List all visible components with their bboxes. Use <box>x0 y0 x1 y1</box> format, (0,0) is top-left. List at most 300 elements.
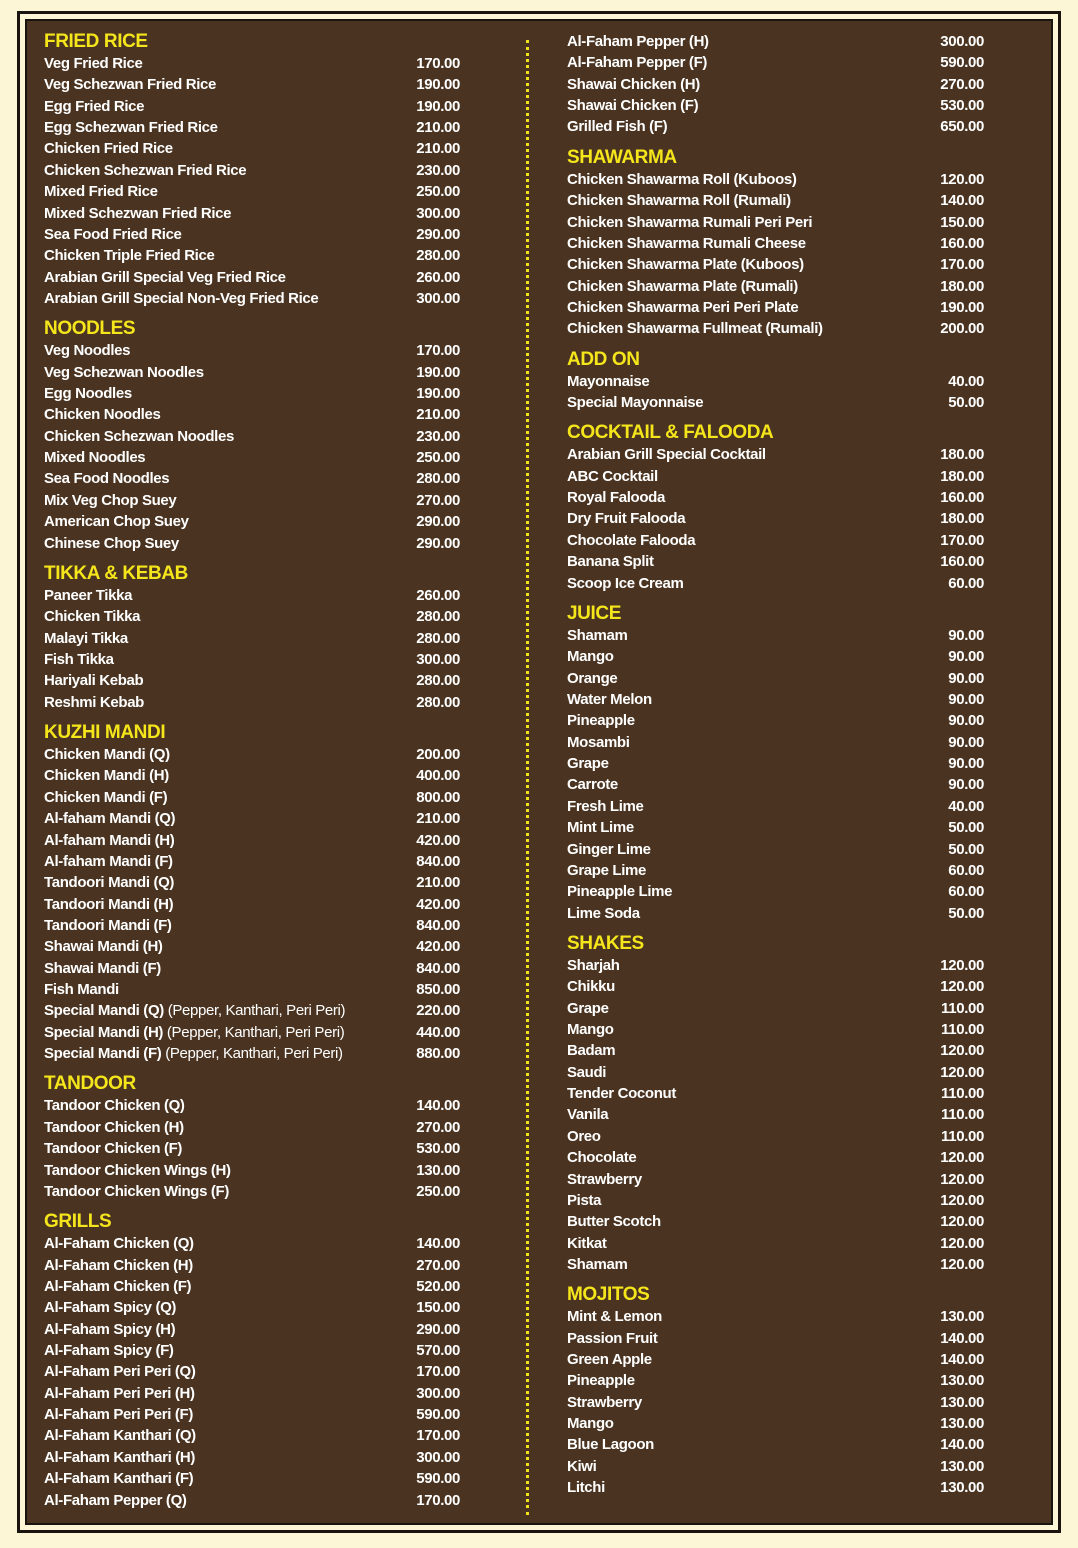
menu-item <box>44 851 460 872</box>
menu-item <box>44 1297 460 1318</box>
item-name: Mayonnaise <box>567 372 650 390</box>
item-name-wrap <box>567 1233 607 1254</box>
item-name: Mixed Noodles <box>44 449 146 467</box>
item-name-wrap <box>567 976 615 997</box>
item-price: 800.00 <box>416 788 460 806</box>
item-price: 210.00 <box>416 406 460 424</box>
section-heading: TIKKA & KEBAB <box>44 562 188 584</box>
item-price: 290.00 <box>416 1320 460 1338</box>
item-name: Badam <box>567 1042 616 1060</box>
menu-item <box>44 692 460 713</box>
item-name-wrap <box>44 1404 193 1425</box>
item-name-wrap <box>44 872 174 893</box>
item-name-wrap <box>44 1181 229 1202</box>
item-name: Al-Faham Kanthari (H) <box>44 1448 195 1466</box>
menu-item <box>44 1425 460 1446</box>
menu-item <box>567 276 984 297</box>
menu-item <box>567 212 984 233</box>
menu-item <box>44 1022 460 1043</box>
menu-item <box>567 233 984 254</box>
menu-item <box>44 1138 460 1159</box>
item-name: ABC Cocktail <box>567 467 658 485</box>
item-name: Strawberry <box>567 1393 642 1411</box>
menu-item <box>44 744 460 765</box>
menu-item <box>44 979 460 1000</box>
item-name-wrap <box>567 116 667 137</box>
menu-item <box>44 245 460 266</box>
item-price: 420.00 <box>416 831 460 849</box>
item-note: (Pepper, Kanthari, Peri Peri) <box>167 1002 346 1020</box>
item-price: 210.00 <box>416 810 460 828</box>
item-price: 170.00 <box>416 55 460 72</box>
menu-item <box>567 1456 984 1477</box>
item-price: 110.00 <box>941 1106 984 1124</box>
item-price: 280.00 <box>416 608 460 626</box>
item-price: 180.00 <box>940 467 984 485</box>
item-name-wrap <box>567 1328 657 1349</box>
menu-item <box>567 254 984 275</box>
menu-item <box>44 340 460 361</box>
item-name-wrap <box>567 318 823 339</box>
item-price: 120.00 <box>940 978 984 996</box>
item-price: 300.00 <box>940 33 984 50</box>
item-name: Pineapple Lime <box>567 883 673 901</box>
menu-item <box>44 362 460 383</box>
item-name: Dry Fruit Falooda <box>567 510 686 528</box>
menu-item <box>44 1181 460 1202</box>
item-name-wrap <box>567 233 806 254</box>
menu-section <box>567 31 984 138</box>
menu-item <box>44 1319 460 1340</box>
item-name: Al-Faham Peri Peri (F) <box>44 1406 194 1424</box>
item-name-wrap <box>567 1392 642 1413</box>
item-price: 880.00 <box>416 1045 460 1063</box>
item-name-wrap <box>567 371 649 392</box>
item-name: Special Mayonnaise <box>567 394 704 412</box>
item-name: Sharjah <box>567 956 620 974</box>
item-name-wrap <box>44 468 169 489</box>
item-name: Blue Lagoon <box>567 1436 654 1454</box>
item-price: 230.00 <box>416 161 460 179</box>
item-price: 170.00 <box>940 531 984 549</box>
menu-item <box>567 1104 984 1125</box>
section-heading: KUZHI MANDI <box>44 722 166 744</box>
menu-item <box>44 649 460 670</box>
item-name: Saudi <box>567 1063 607 1081</box>
menu-item <box>567 1306 984 1327</box>
item-price: 180.00 <box>940 277 984 295</box>
item-price: 110.00 <box>941 999 984 1017</box>
item-name-wrap <box>567 668 617 689</box>
item-name-wrap <box>567 297 798 318</box>
item-price: 290.00 <box>416 513 460 531</box>
item-name-wrap <box>44 744 170 765</box>
item-price: 110.00 <box>941 1127 984 1145</box>
item-name: Tandoori Mandi (Q) <box>44 874 175 892</box>
item-price: 120.00 <box>940 1255 984 1273</box>
menu-section <box>567 933 984 1275</box>
item-name-wrap <box>567 1349 652 1370</box>
item-name-wrap <box>567 1190 601 1211</box>
menu-item <box>567 1434 984 1455</box>
item-price: 60.00 <box>948 574 984 592</box>
item-name: Shamam <box>567 626 628 644</box>
item-name-wrap <box>567 444 766 465</box>
menu-item <box>44 1276 460 1297</box>
item-name: Al-Faham Chicken (H) <box>44 1256 193 1274</box>
item-name-wrap <box>567 689 652 710</box>
item-name: Grape <box>567 755 609 773</box>
item-name: Mix Veg Chop Suey <box>44 491 177 509</box>
item-name-wrap <box>567 1147 636 1168</box>
item-name: Sea Food Noodles <box>44 470 170 488</box>
menu-item <box>567 1413 984 1434</box>
item-price: 150.00 <box>940 213 984 231</box>
item-price: 130.00 <box>940 1415 984 1433</box>
item-name-wrap <box>567 169 797 190</box>
item-name-wrap <box>44 670 143 691</box>
item-price: 650.00 <box>940 118 984 136</box>
item-name: Grape Lime <box>567 861 647 879</box>
menu-item <box>44 1117 460 1138</box>
item-name: Tandoori Mandi (F) <box>44 916 172 934</box>
item-price: 260.00 <box>416 586 460 604</box>
item-price: 180.00 <box>940 510 984 528</box>
menu-section <box>44 31 460 309</box>
menu-item <box>567 1019 984 1040</box>
item-name: Butter Scotch <box>567 1213 661 1231</box>
menu-item <box>44 894 460 915</box>
item-name: Mixed Schezwan Fried Rice <box>44 204 232 222</box>
item-name-wrap <box>44 267 286 288</box>
item-price: 190.00 <box>940 298 984 316</box>
item-price: 300.00 <box>416 204 460 222</box>
item-name: Al-faham Mandi (Q) <box>44 810 176 828</box>
item-name-wrap <box>44 649 114 670</box>
item-name: Chicken Shawarma Peri Peri Plate <box>567 298 799 316</box>
menu-item <box>567 116 984 137</box>
item-price: 140.00 <box>416 1097 460 1115</box>
section-heading: NOODLES <box>44 318 136 340</box>
item-name: Veg Schezwan Noodles <box>44 363 204 381</box>
item-price: 130.00 <box>940 1393 984 1411</box>
menu-item <box>44 533 460 554</box>
menu-item <box>567 860 984 881</box>
item-name: Shawai Mandi (H) <box>44 938 163 956</box>
item-price: 140.00 <box>416 1235 460 1253</box>
item-name: Water Melon <box>567 690 652 708</box>
item-name-wrap <box>44 117 218 138</box>
menu-item <box>567 487 984 508</box>
item-price: 120.00 <box>940 1042 984 1060</box>
item-name: Al-faham Mandi (H) <box>44 831 175 849</box>
item-name: Chicken Triple Fried Rice <box>44 247 215 265</box>
item-name: Mango <box>567 1415 614 1433</box>
item-price: 190.00 <box>416 76 460 94</box>
item-name-wrap <box>44 851 173 872</box>
item-price: 120.00 <box>940 1191 984 1209</box>
item-name: Chicken Fried Rice <box>44 140 173 158</box>
item-name-wrap <box>44 787 167 808</box>
item-price: 280.00 <box>416 247 460 265</box>
item-price: 90.00 <box>948 733 984 751</box>
item-name: Al-Faham Peri Peri (H) <box>44 1384 195 1402</box>
item-price: 210.00 <box>416 874 460 892</box>
item-price: 420.00 <box>416 938 460 956</box>
item-name: Chicken Shawarma Fullmeat (Rumali) <box>567 320 823 338</box>
menu-section <box>44 563 460 713</box>
item-price: 180.00 <box>940 446 984 464</box>
item-name: Chinese Chop Suey <box>44 534 179 552</box>
item-price: 110.00 <box>941 1085 984 1103</box>
item-name-wrap <box>567 817 634 838</box>
item-name: Shawai Mandi (F) <box>44 959 161 977</box>
item-name: Al-Faham Chicken (Q) <box>44 1235 194 1253</box>
item-name-wrap <box>567 190 791 211</box>
menu-item <box>44 511 460 532</box>
item-name: Chicken Mandi (H) <box>44 767 169 785</box>
menu-item <box>44 1383 460 1404</box>
item-price: 440.00 <box>416 1023 460 1041</box>
item-price: 130.00 <box>940 1479 984 1497</box>
menu-item <box>567 1370 984 1391</box>
item-price: 140.00 <box>940 1351 984 1369</box>
menu-item <box>44 203 460 224</box>
section-heading: MOJITOS <box>567 1284 650 1306</box>
menu-item <box>44 1490 460 1511</box>
item-name-wrap <box>567 31 709 52</box>
menu-item <box>567 903 984 924</box>
menu-section <box>567 422 984 594</box>
item-price: 170.00 <box>416 1491 460 1509</box>
section-heading: TANDOOR <box>44 1073 136 1095</box>
item-price: 280.00 <box>416 629 460 647</box>
item-name: Litchi <box>567 1479 605 1497</box>
item-name-wrap <box>567 998 609 1019</box>
item-name: Fresh Lime <box>567 797 644 815</box>
item-price: 190.00 <box>416 385 460 403</box>
item-price: 590.00 <box>416 1406 460 1424</box>
item-name-wrap <box>44 1022 344 1043</box>
item-name: Mango <box>567 1021 614 1039</box>
menu-item <box>44 74 460 95</box>
item-name: Green Apple <box>567 1351 652 1369</box>
item-name-wrap <box>567 955 620 976</box>
item-name: Fish Tikka <box>44 650 114 668</box>
menu-item <box>567 1083 984 1104</box>
item-name-wrap <box>44 1160 231 1181</box>
item-name: Kitkat <box>567 1234 607 1252</box>
item-name: Pineapple <box>567 1372 635 1390</box>
item-price: 140.00 <box>940 192 984 210</box>
item-name-wrap <box>567 1254 627 1275</box>
item-name-wrap <box>44 979 119 1000</box>
item-name-wrap <box>44 288 318 309</box>
menu-item <box>44 447 460 468</box>
item-name: Chocolate Falooda <box>567 531 696 549</box>
item-name-wrap <box>567 710 635 731</box>
item-price: 230.00 <box>416 427 460 445</box>
item-name: Fish Mandi <box>44 981 119 999</box>
menu-section <box>567 1284 984 1498</box>
item-name: Veg Fried Rice <box>44 55 143 72</box>
menu-item <box>44 1000 460 1021</box>
menu-item <box>44 224 460 245</box>
item-price: 160.00 <box>940 234 984 252</box>
menu-item <box>44 1404 460 1425</box>
item-name-wrap <box>44 1383 195 1404</box>
item-price: 50.00 <box>948 904 984 922</box>
item-name-wrap <box>44 160 246 181</box>
item-name-wrap <box>567 1169 642 1190</box>
section-heading: SHAWARMA <box>567 146 677 168</box>
item-name: Special Mandi (H) <box>44 1023 164 1041</box>
item-price: 400.00 <box>416 767 460 785</box>
item-price: 300.00 <box>416 650 460 668</box>
item-price: 170.00 <box>940 256 984 274</box>
menu-item <box>567 881 984 902</box>
item-price: 300.00 <box>416 1448 460 1466</box>
item-price: 520.00 <box>416 1277 460 1295</box>
item-name: Sea Food Fried Rice <box>44 225 182 243</box>
menu-item <box>44 288 460 309</box>
menu-item <box>44 1340 460 1361</box>
item-name-wrap <box>44 511 189 532</box>
dotted-divider <box>526 40 529 1515</box>
menu-item <box>567 817 984 838</box>
item-name-wrap <box>44 894 173 915</box>
item-name: Grilled Fish (F) <box>567 118 668 136</box>
item-name-wrap <box>44 1319 175 1340</box>
item-name: Shawai Chicken (F) <box>567 97 699 115</box>
item-price: 530.00 <box>940 97 984 115</box>
item-name: Arabian Grill Special Veg Fried Rice <box>44 268 286 286</box>
menu-item <box>44 787 460 808</box>
item-name-wrap <box>44 181 158 202</box>
menu-item <box>44 468 460 489</box>
item-name-wrap <box>44 1255 193 1276</box>
item-name-wrap <box>567 839 651 860</box>
menu-item <box>44 915 460 936</box>
item-name: Ginger Lime <box>567 840 651 858</box>
item-name-wrap <box>44 138 173 159</box>
item-price: 60.00 <box>948 861 984 879</box>
item-name: Mixed Fried Rice <box>44 183 158 201</box>
menu-item <box>567 573 984 594</box>
menu-item <box>44 830 460 851</box>
item-name: Chicken Noodles <box>44 406 161 424</box>
menu-item <box>567 1254 984 1275</box>
menu-item <box>567 710 984 731</box>
item-name-wrap <box>44 245 214 266</box>
section-heading: ADD ON <box>567 348 640 370</box>
item-price: 200.00 <box>416 746 460 764</box>
item-name-wrap <box>44 74 216 95</box>
menu-item <box>44 958 460 979</box>
item-price: 120.00 <box>940 1234 984 1252</box>
menu-item <box>44 1095 460 1116</box>
item-name: Chicken Mandi (Q) <box>44 746 170 764</box>
menu-item <box>567 689 984 710</box>
item-name-wrap <box>44 915 172 936</box>
item-price: 850.00 <box>416 981 460 999</box>
item-name-wrap <box>44 692 144 713</box>
item-note: (Pepper, Kanthari, Peri Peri) <box>165 1045 343 1063</box>
item-name-wrap <box>44 606 140 627</box>
menu-item <box>44 267 460 288</box>
item-name-wrap <box>44 1043 343 1064</box>
item-name-wrap <box>567 74 700 95</box>
menu-item <box>567 190 984 211</box>
item-name: Arabian Grill Special Cocktail <box>567 446 766 464</box>
item-name-wrap <box>44 936 163 957</box>
item-price: 300.00 <box>416 1384 460 1402</box>
menu-item <box>44 872 460 893</box>
menu-item <box>567 976 984 997</box>
item-price: 160.00 <box>940 489 984 507</box>
item-name-wrap <box>44 585 132 606</box>
menu-item <box>567 530 984 551</box>
item-name: Chicken Shawarma Rumali Peri Peri <box>567 213 813 231</box>
item-name-wrap <box>44 1468 193 1489</box>
item-name-wrap <box>567 881 672 902</box>
item-price: 130.00 <box>940 1308 984 1326</box>
item-name-wrap <box>567 1083 676 1104</box>
item-name: Egg Noodles <box>44 385 132 403</box>
item-price: 90.00 <box>948 669 984 687</box>
item-name-wrap <box>567 276 798 297</box>
section-heading: GRILLS <box>44 1211 112 1233</box>
item-price: 590.00 <box>940 54 984 72</box>
item-name: Tandoori Mandi (H) <box>44 895 174 913</box>
menu-item <box>567 774 984 795</box>
menu-item <box>44 1160 460 1181</box>
item-name: Tandoor Chicken (F) <box>44 1140 183 1158</box>
item-name: Al-faham Mandi (F) <box>44 852 173 870</box>
menu-item <box>567 169 984 190</box>
item-name: Tandoor Chicken Wings (F) <box>44 1182 229 1200</box>
menu-item <box>44 1468 460 1489</box>
item-name-wrap <box>567 796 644 817</box>
item-name: Mango <box>567 648 614 666</box>
item-price: 840.00 <box>416 916 460 934</box>
menu-item <box>44 96 460 117</box>
item-name: Egg Fried Rice <box>44 97 145 115</box>
item-name: Veg Noodles <box>44 342 131 360</box>
item-price: 160.00 <box>940 553 984 571</box>
item-name: Mint Lime <box>567 819 634 837</box>
menu-item <box>44 160 460 181</box>
item-name-wrap <box>567 52 707 73</box>
menu-section <box>44 1073 460 1202</box>
item-name: Al-Faham Spicy (H) <box>44 1320 176 1338</box>
item-name: Chicken Shawarma Roll (Rumali) <box>567 192 791 210</box>
item-name: Pineapple <box>567 712 635 730</box>
item-price: 120.00 <box>940 1213 984 1231</box>
item-name: Al-Faham Kanthari (Q) <box>44 1427 196 1445</box>
menu-item <box>567 551 984 572</box>
item-name-wrap <box>567 1062 606 1083</box>
item-name: Chicken Mandi (F) <box>44 788 168 806</box>
menu-item <box>567 371 984 392</box>
item-name-wrap <box>567 1211 661 1232</box>
item-price: 120.00 <box>940 1149 984 1167</box>
item-price: 270.00 <box>416 491 460 509</box>
item-name: Al-Faham Pepper (F) <box>567 54 708 72</box>
item-price: 840.00 <box>416 959 460 977</box>
item-name-wrap <box>44 1490 187 1511</box>
menu-item <box>567 1147 984 1168</box>
